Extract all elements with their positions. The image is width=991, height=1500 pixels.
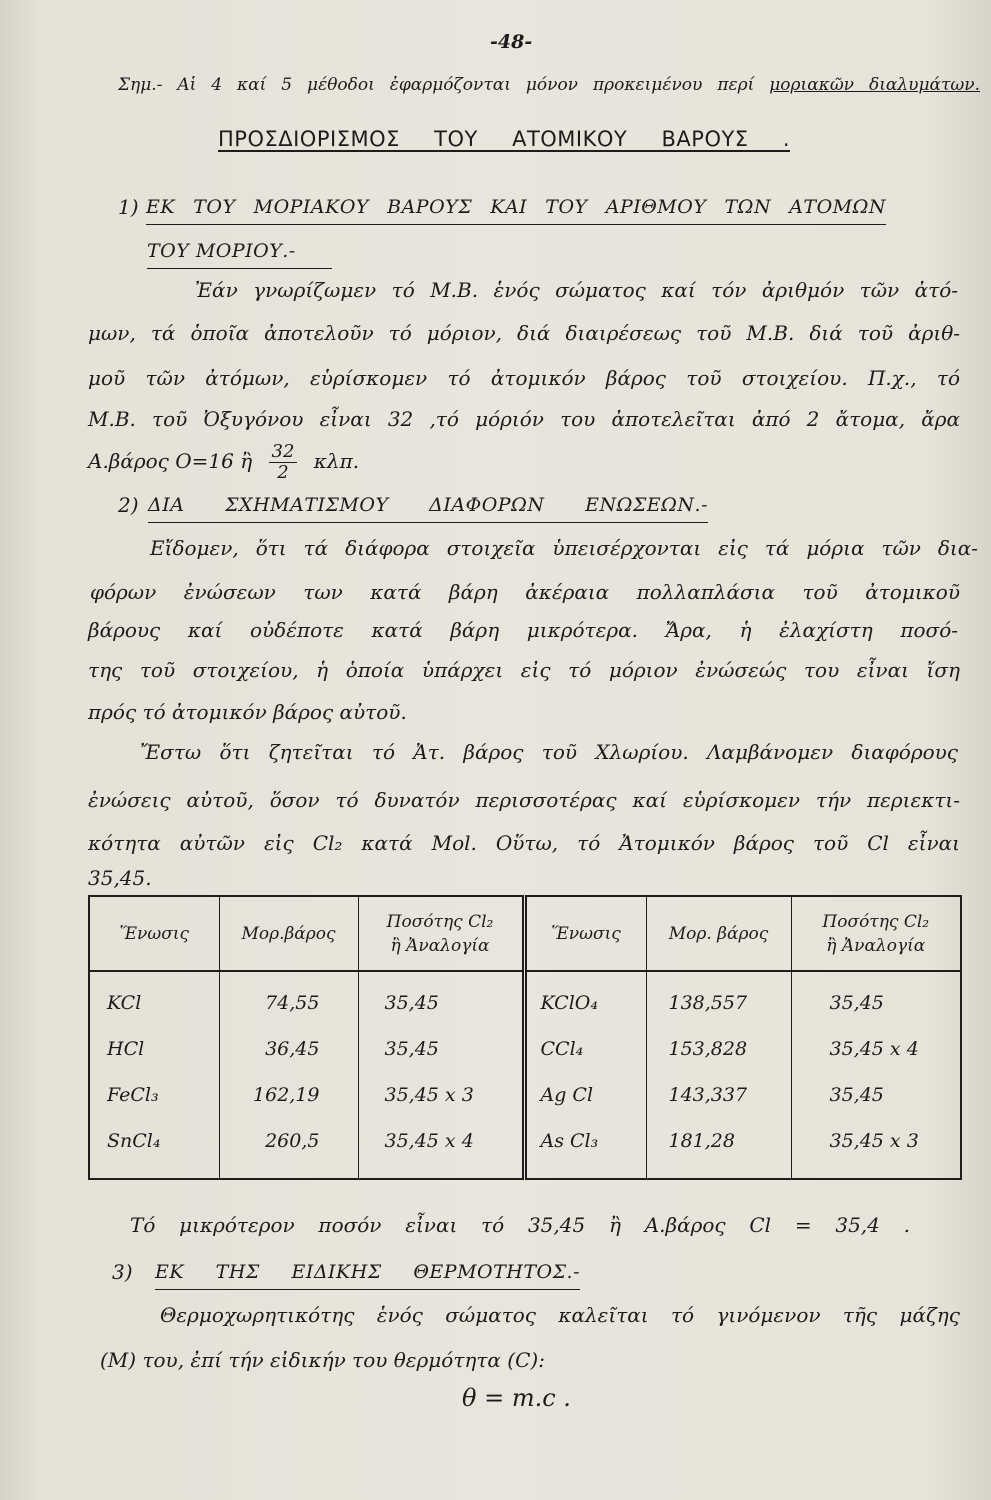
column-header-compound	[524, 896, 646, 971]
conclusion-line: Τό μικρότερον ποσόν εἶναι τό 35,45 ἢ Α.βάρος Cl = 35,4 .	[130, 1213, 910, 1237]
cell-compound: FeCl₃	[89, 1082, 219, 1128]
table-row	[89, 1082, 961, 1128]
paragraph-line: Ἐάν γνωρίζωμεν τό Μ.Β. ἑνός σώματος καί τόν ἀριθμόν τῶν ἀτό-	[195, 278, 958, 302]
cell-chlorine-quantity: 35,45	[358, 1036, 524, 1082]
section-2-number: 2)	[118, 493, 139, 517]
cell-compound: As Cl₃	[524, 1128, 646, 1179]
column-header-chlorine-quantity	[358, 896, 524, 971]
fraction-numerator: 32	[269, 442, 298, 463]
cell-chlorine-quantity: 35,45 x 4	[791, 1036, 961, 1082]
column-header-molecular-weight	[219, 896, 358, 971]
cell-molecular-weight: 36,45	[219, 1036, 358, 1082]
cell-molecular-weight: 138,557	[646, 971, 791, 1036]
paragraph-line: Μ.Β. τοῦ Ὀξυγόνου εἶναι 32 ,τό μόριόν του ἀποτελεῖται ἀπό 2 ἄτομα, ἄρα	[88, 407, 960, 431]
chlorine-compounds-table	[88, 895, 962, 1180]
cell-chlorine-quantity: 35,45 x 4	[358, 1128, 524, 1179]
column-header-molecular-weight	[646, 896, 791, 971]
section-2-heading: ΔΙΑ ΣΧΗΜΑΤΙΣΜΟΥ ΔΙΑΦΟΡΩΝ ΕΝΩΣΕΩΝ.-	[148, 490, 708, 523]
cell-chlorine-quantity: 35,45	[791, 1082, 961, 1128]
paragraph-line: (Μ) του, ἐπί τήν εἰδικήν του θερμότητα (C):	[100, 1348, 545, 1372]
etc-text: κλπ.	[313, 449, 360, 473]
section-1-heading-continued: ΤΟΥ ΜΟΡΙΟΥ.-	[147, 236, 332, 269]
cell-compound: Ag Cl	[524, 1082, 646, 1128]
column-header-chlorine-quantity	[791, 896, 961, 971]
paragraph-line: Ἔστω ὅτι ζητεῖται τό Ἀτ. βάρος τοῦ Χλωρίου. Λαμβάνομεν διαφόρους	[140, 740, 958, 764]
cell-molecular-weight: 143,337	[646, 1082, 791, 1128]
column-header-compound	[89, 896, 219, 971]
paragraph-line: Εἴδομεν, ὅτι τά διάφορα στοιχεῖα ὑπεισέρχονται εἰς τά μόρια τῶν δια-	[150, 536, 978, 560]
section-1-heading: ΕΚ ΤΟΥ ΜΟΡΙΑΚΟΥ ΒΑΡΟΥΣ ΚΑΙ ΤΟΥ ΑΡΙΘΜΟΥ ΤΩΝ ΑΤΟΜΩΝ	[146, 192, 886, 225]
header-text: Ποσότης Cl₂	[822, 911, 930, 932]
cell-molecular-weight: 153,828	[646, 1036, 791, 1082]
cell-compound: KClO₄	[524, 971, 646, 1036]
cell-compound: CCl₄	[524, 1036, 646, 1082]
section-3-heading: ΕΚ ΤΗΣ ΕΙΔΙΚΗΣ ΘΕΡΜΟΤΗΤΟΣ.-	[155, 1257, 580, 1290]
cell-chlorine-quantity: 35,45 x 3	[791, 1128, 961, 1179]
paragraph-line: πρός τό ἀτομικόν βάρος αὐτοῦ.	[88, 700, 407, 724]
table-header-row	[89, 896, 961, 971]
paragraph-line: ἐνώσεις αὐτοῦ, ὅσον τό δυνατόν περισσοτέρας καί εὑρίσκομεν τήν περιεκτι-	[88, 788, 960, 812]
cell-compound: HCl	[89, 1036, 219, 1082]
paragraph-line: μων, τά ὁποῖα ἀποτελοῦν τό μόριον, διά διαιρέσεως τοῦ Μ.Β. διά τοῦ ἀριθ-	[88, 321, 960, 345]
formula: θ = m.c .	[462, 1384, 571, 1412]
header-text: Ἕνωσις	[551, 923, 621, 944]
cell-chlorine-quantity: 35,45	[358, 971, 524, 1036]
fraction	[269, 442, 298, 483]
section-3-number: 3)	[112, 1260, 133, 1284]
paragraph-line: κότητα αὐτῶν εἰς Cl₂ κατά Mol. Οὕτω, τό Ἀτομικόν βάρος τοῦ Cl εἶναι	[88, 831, 960, 855]
header-text: Ποσότης Cl₂	[386, 911, 494, 932]
header-text: Μορ. βάρος	[668, 923, 769, 944]
paragraph-line: Θερμοχωρητικότης ἑνός σώματος καλεῖται τό γινόμενον τῆς μάζης	[160, 1303, 960, 1327]
paragraph-line: μοῦ τῶν ἀτόμων, εὑρίσκομεν τό ἀτομικόν βάρος τοῦ στοιχείου. Π.χ., τό	[88, 366, 960, 390]
note-line	[118, 70, 980, 100]
note-underlined-text: μοριακῶν διαλυμάτων.	[769, 75, 980, 95]
header-text: ἢ Ἀναλογία	[826, 935, 926, 956]
page-number: -48-	[490, 31, 533, 53]
paragraph-line: φόρων ἐνώσεων των κατά βάρη ἀκέραια πολλαπλάσια τοῦ ἀτομικοῦ	[90, 580, 960, 604]
header-text: Μορ.βάρος	[241, 923, 336, 944]
paragraph-line: βάρους καί οὐδέποτε κατά βάρη μικρότερα. Ἄρα, ἡ ἐλαχίστη ποσό-	[88, 618, 958, 642]
note-text: Σημ.- Αἱ 4 καί 5 μέθοδοι ἐφαρμόζονται μόνον προκειμένου περί	[118, 75, 755, 95]
paragraph-line-with-fraction	[88, 438, 359, 484]
table-row	[89, 1036, 961, 1082]
header-text: ἢ Ἀναλογία	[390, 935, 490, 956]
table-row	[89, 1128, 961, 1179]
atomic-weight-text: Α.βάρος Ο=16 ἢ	[88, 449, 253, 473]
paragraph-line: της τοῦ στοιχείου, ἡ ὁποία ὑπάρχει εἰς τό μόριον ἐνώσεώς του εἶναι ἴση	[88, 658, 960, 682]
header-text: Ἕνωσις	[119, 923, 190, 944]
cell-chlorine-quantity: 35,45 x 3	[358, 1082, 524, 1128]
cell-molecular-weight: 74,55	[219, 971, 358, 1036]
page-title: ΠΡΟΣΔΙΟΡΙΣΜΟΣ ΤΟΥ ΑΤΟΜΙΚΟΥ ΒΑΡΟΥΣ .	[218, 127, 790, 151]
cell-molecular-weight: 181,28	[646, 1128, 791, 1179]
paragraph-line: 35,45.	[88, 866, 152, 890]
cell-molecular-weight: 260,5	[219, 1128, 358, 1179]
cell-compound: SnCl₄	[89, 1128, 219, 1179]
cell-compound: KCl	[89, 971, 219, 1036]
fraction-denominator: 2	[277, 462, 289, 483]
section-1-number: 1)	[118, 195, 139, 219]
cell-chlorine-quantity: 35,45	[791, 971, 961, 1036]
table-row	[89, 971, 961, 1036]
cell-molecular-weight: 162,19	[219, 1082, 358, 1128]
